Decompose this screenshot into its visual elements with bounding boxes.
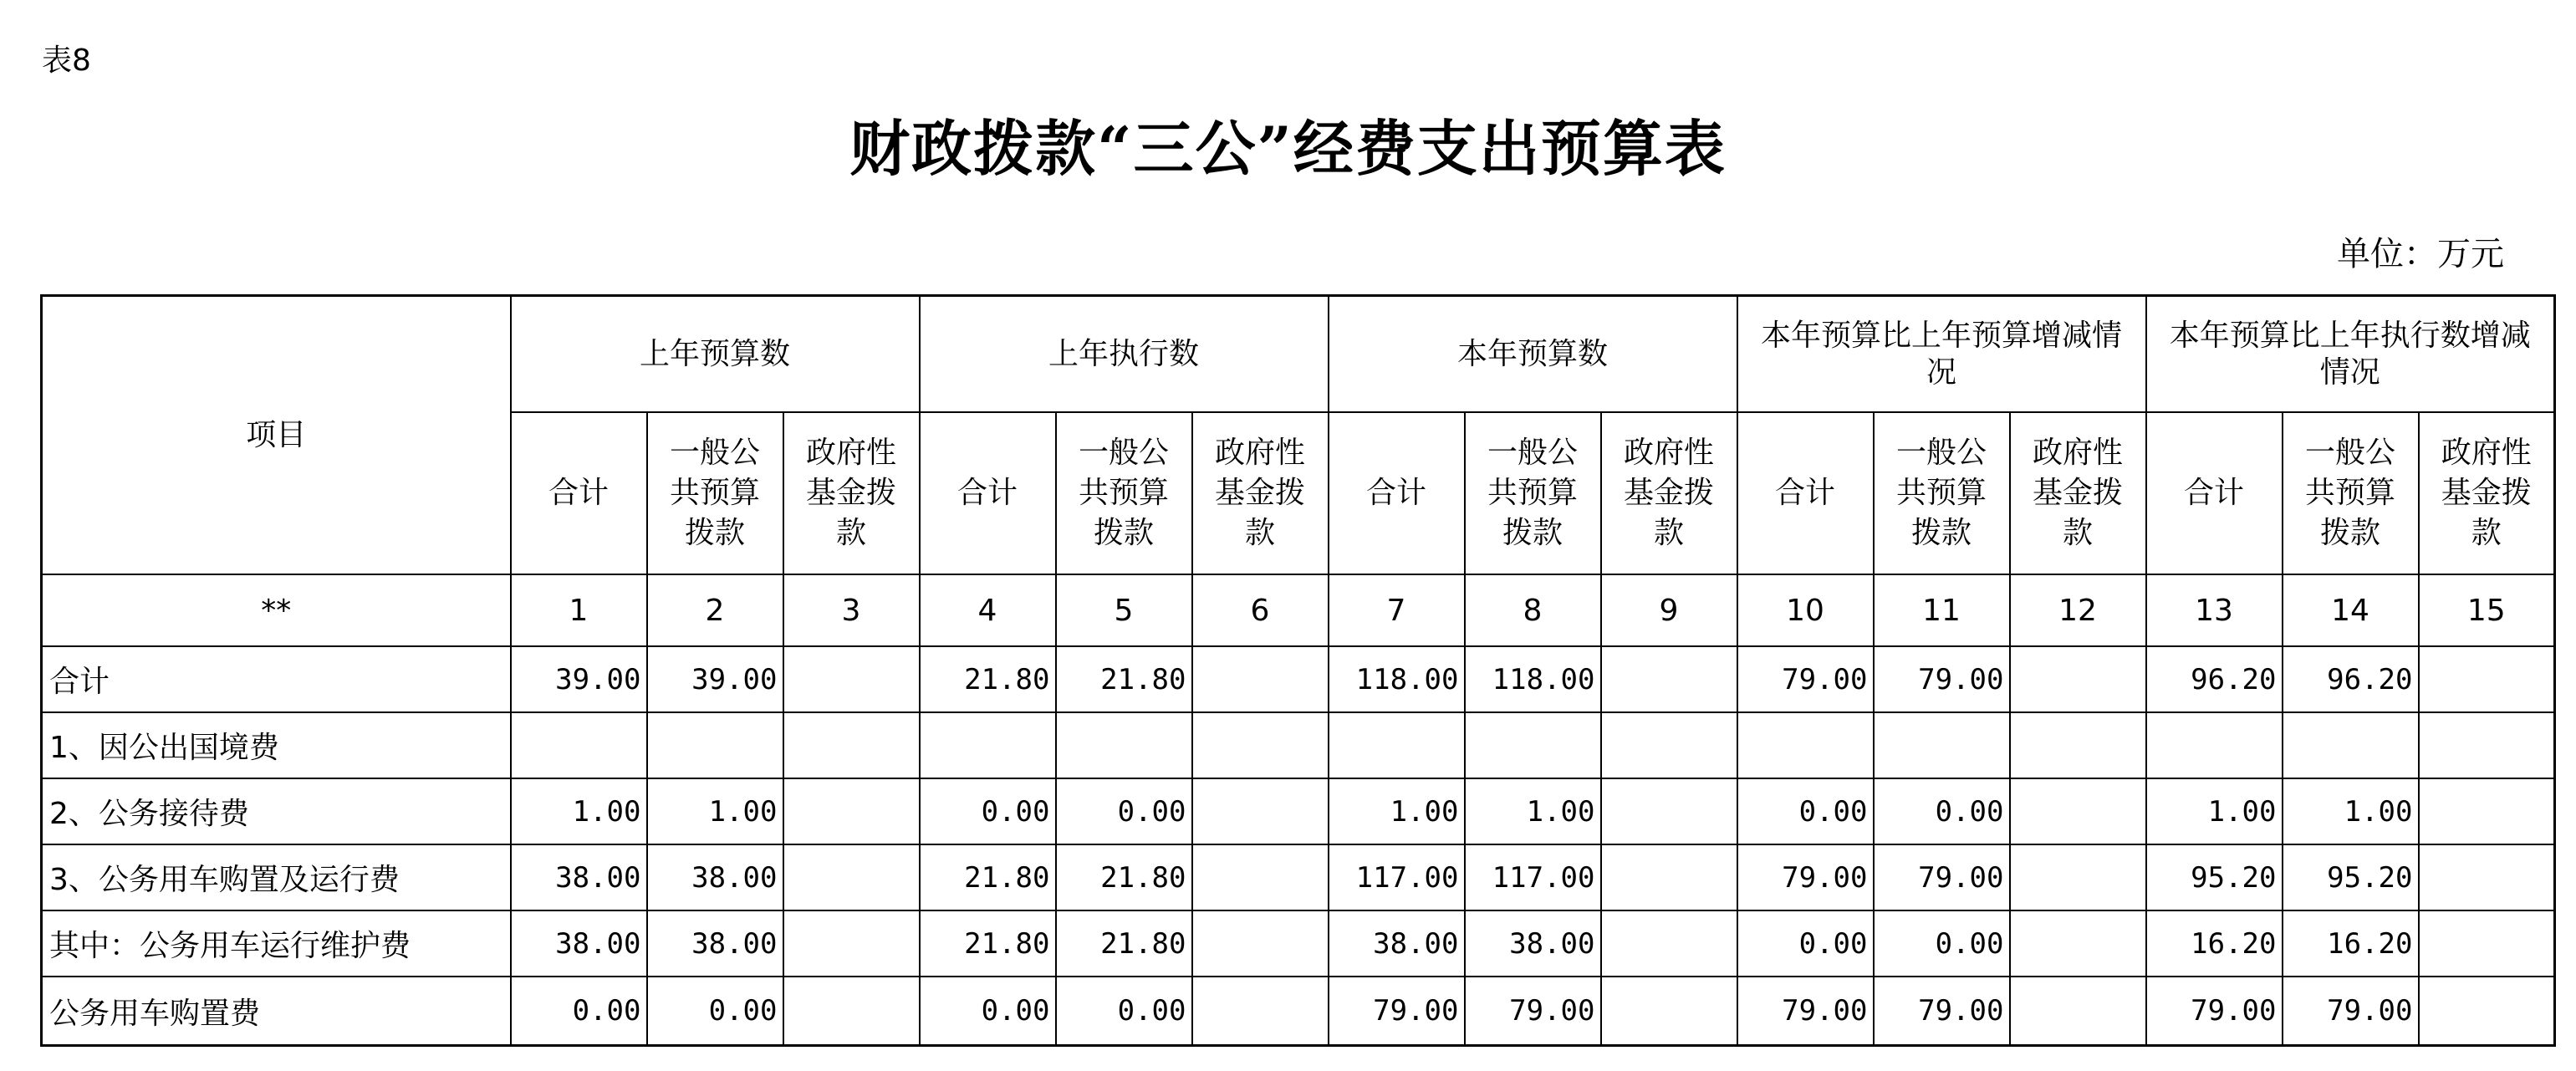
index-cell: 5 bbox=[1056, 574, 1192, 646]
sub-header: 合计 bbox=[1737, 412, 1874, 574]
value-cell: 1.00 bbox=[2283, 778, 2419, 844]
value-cell: 79.00 bbox=[2283, 977, 2419, 1046]
value-cell: 38.00 bbox=[1465, 910, 1601, 977]
value-cell bbox=[1601, 712, 1737, 778]
group-header: 本年预算数 bbox=[1329, 296, 1737, 413]
value-cell: 79.00 bbox=[1874, 844, 2010, 910]
table-tag: 表8 bbox=[42, 43, 91, 78]
table-row bbox=[42, 778, 2555, 844]
index-cell: 14 bbox=[2283, 574, 2419, 646]
value-cell: 1.00 bbox=[511, 778, 647, 844]
value-cell bbox=[647, 712, 783, 778]
value-cell: 0.00 bbox=[920, 977, 1056, 1046]
value-cell: 38.00 bbox=[511, 844, 647, 910]
budget-table bbox=[40, 294, 2556, 1047]
table-row bbox=[42, 646, 2555, 712]
value-cell: 79.00 bbox=[1737, 977, 1874, 1046]
value-cell bbox=[2146, 712, 2283, 778]
value-cell bbox=[783, 977, 920, 1046]
table-row bbox=[42, 844, 2555, 910]
table-row bbox=[42, 712, 2555, 778]
value-cell: 95.20 bbox=[2146, 844, 2283, 910]
value-cell: 38.00 bbox=[647, 844, 783, 910]
value-cell bbox=[1192, 712, 1329, 778]
header-row-groups bbox=[42, 296, 2555, 413]
value-cell bbox=[1192, 778, 1329, 844]
index-cell: 1 bbox=[511, 574, 647, 646]
row-label: 公务用车购置费 bbox=[42, 977, 511, 1046]
value-cell bbox=[1601, 910, 1737, 977]
index-cell: 4 bbox=[920, 574, 1056, 646]
value-cell bbox=[2419, 646, 2555, 712]
group-header: 上年预算数 bbox=[511, 296, 920, 413]
value-cell bbox=[1465, 712, 1601, 778]
value-cell: 0.00 bbox=[1056, 778, 1192, 844]
value-cell: 0.00 bbox=[1737, 910, 1874, 977]
sub-header: 政府性 基金拨 款 bbox=[1601, 412, 1737, 574]
value-cell bbox=[1601, 778, 1737, 844]
value-cell: 39.00 bbox=[511, 646, 647, 712]
value-cell: 21.80 bbox=[1056, 844, 1192, 910]
value-cell bbox=[783, 910, 920, 977]
index-cell: ** bbox=[42, 574, 511, 646]
value-cell: 21.80 bbox=[1056, 910, 1192, 977]
value-cell bbox=[2283, 712, 2419, 778]
table-row bbox=[42, 910, 2555, 977]
group-header: 上年执行数 bbox=[920, 296, 1329, 413]
value-cell: 1.00 bbox=[647, 778, 783, 844]
sub-header: 一般公 共预算 拨款 bbox=[1465, 412, 1601, 574]
value-cell bbox=[1874, 712, 2010, 778]
value-cell bbox=[783, 712, 920, 778]
value-cell: 21.80 bbox=[920, 646, 1056, 712]
value-cell bbox=[2010, 844, 2146, 910]
value-cell bbox=[2419, 844, 2555, 910]
row-label: 合计 bbox=[42, 646, 511, 712]
value-cell: 1.00 bbox=[1329, 778, 1465, 844]
value-cell bbox=[1056, 712, 1192, 778]
row-label: 其中：公务用车运行维护费 bbox=[42, 910, 511, 977]
value-cell: 38.00 bbox=[1329, 910, 1465, 977]
value-cell bbox=[1192, 910, 1329, 977]
sub-header: 合计 bbox=[1329, 412, 1465, 574]
index-cell: 3 bbox=[783, 574, 920, 646]
value-cell: 21.80 bbox=[920, 910, 1056, 977]
index-cell: 15 bbox=[2419, 574, 2555, 646]
value-cell: 79.00 bbox=[1874, 977, 2010, 1046]
value-cell: 0.00 bbox=[920, 778, 1056, 844]
value-cell bbox=[2419, 712, 2555, 778]
value-cell bbox=[2010, 910, 2146, 977]
unit-label: 单位：万元 bbox=[2337, 235, 2504, 273]
index-cell: 8 bbox=[1465, 574, 1601, 646]
page-title: 财政拨款“三公”经费支出预算表 bbox=[849, 113, 1727, 184]
index-cell: 10 bbox=[1737, 574, 1874, 646]
value-cell: 118.00 bbox=[1329, 646, 1465, 712]
value-cell: 0.00 bbox=[1874, 910, 2010, 977]
value-cell: 79.00 bbox=[1874, 646, 2010, 712]
value-cell: 38.00 bbox=[647, 910, 783, 977]
value-cell: 118.00 bbox=[1465, 646, 1601, 712]
value-cell bbox=[511, 712, 647, 778]
group-header: 本年预算比上年执行数增减 情况 bbox=[2146, 296, 2555, 413]
value-cell: 0.00 bbox=[647, 977, 783, 1046]
value-cell: 16.20 bbox=[2283, 910, 2419, 977]
index-cell: 7 bbox=[1329, 574, 1465, 646]
value-cell bbox=[2419, 778, 2555, 844]
value-cell bbox=[2010, 646, 2146, 712]
group-header: 本年预算比上年预算增减情 况 bbox=[1737, 296, 2146, 413]
sub-header: 一般公 共预算 拨款 bbox=[2283, 412, 2419, 574]
sub-header: 一般公 共预算 拨款 bbox=[1874, 412, 2010, 574]
value-cell: 95.20 bbox=[2283, 844, 2419, 910]
value-cell: 79.00 bbox=[2146, 977, 2283, 1046]
value-cell bbox=[1737, 712, 1874, 778]
index-cell: 11 bbox=[1874, 574, 2010, 646]
index-cell: 6 bbox=[1192, 574, 1329, 646]
sub-header: 合计 bbox=[920, 412, 1056, 574]
value-cell: 16.20 bbox=[2146, 910, 2283, 977]
value-cell: 79.00 bbox=[1329, 977, 1465, 1046]
value-cell: 39.00 bbox=[647, 646, 783, 712]
row-label: 2、公务接待费 bbox=[42, 778, 511, 844]
sub-header: 政府性 基金拨 款 bbox=[783, 412, 920, 574]
value-cell: 0.00 bbox=[1056, 977, 1192, 1046]
value-cell: 21.80 bbox=[1056, 646, 1192, 712]
value-cell bbox=[2419, 977, 2555, 1046]
sub-header: 政府性 基金拨 款 bbox=[1192, 412, 1329, 574]
value-cell: 96.20 bbox=[2146, 646, 2283, 712]
value-cell bbox=[783, 844, 920, 910]
value-cell: 1.00 bbox=[2146, 778, 2283, 844]
index-row bbox=[42, 574, 2555, 646]
sub-header: 政府性 基金拨 款 bbox=[2419, 412, 2555, 574]
value-cell bbox=[1601, 844, 1737, 910]
value-cell: 0.00 bbox=[1737, 778, 1874, 844]
value-cell: 117.00 bbox=[1465, 844, 1601, 910]
value-cell bbox=[1329, 712, 1465, 778]
value-cell bbox=[1601, 977, 1737, 1046]
row-label: 3、公务用车购置及运行费 bbox=[42, 844, 511, 910]
value-cell bbox=[1601, 646, 1737, 712]
value-cell bbox=[1192, 646, 1329, 712]
value-cell: 79.00 bbox=[1465, 977, 1601, 1046]
value-cell bbox=[2010, 712, 2146, 778]
sub-header: 合计 bbox=[511, 412, 647, 574]
index-cell: 12 bbox=[2010, 574, 2146, 646]
sub-header: 一般公 共预算 拨款 bbox=[647, 412, 783, 574]
item-header: 项目 bbox=[42, 296, 511, 575]
value-cell bbox=[920, 712, 1056, 778]
value-cell bbox=[2010, 977, 2146, 1046]
value-cell: 1.00 bbox=[1465, 778, 1601, 844]
value-cell bbox=[1192, 844, 1329, 910]
value-cell: 96.20 bbox=[2283, 646, 2419, 712]
sub-header: 政府性 基金拨 款 bbox=[2010, 412, 2146, 574]
value-cell bbox=[783, 778, 920, 844]
value-cell: 0.00 bbox=[1874, 778, 2010, 844]
value-cell: 38.00 bbox=[511, 910, 647, 977]
index-cell: 2 bbox=[647, 574, 783, 646]
value-cell bbox=[783, 646, 920, 712]
index-cell: 13 bbox=[2146, 574, 2283, 646]
value-cell bbox=[2010, 778, 2146, 844]
value-cell: 21.80 bbox=[920, 844, 1056, 910]
index-cell: 9 bbox=[1601, 574, 1737, 646]
value-cell: 79.00 bbox=[1737, 646, 1874, 712]
value-cell bbox=[2419, 910, 2555, 977]
value-cell: 0.00 bbox=[511, 977, 647, 1046]
row-label: 1、因公出国境费 bbox=[42, 712, 511, 778]
sub-header: 合计 bbox=[2146, 412, 2283, 574]
table-row bbox=[42, 977, 2555, 1046]
sub-header: 一般公 共预算 拨款 bbox=[1056, 412, 1192, 574]
value-cell: 79.00 bbox=[1737, 844, 1874, 910]
value-cell: 117.00 bbox=[1329, 844, 1465, 910]
value-cell bbox=[1192, 977, 1329, 1046]
